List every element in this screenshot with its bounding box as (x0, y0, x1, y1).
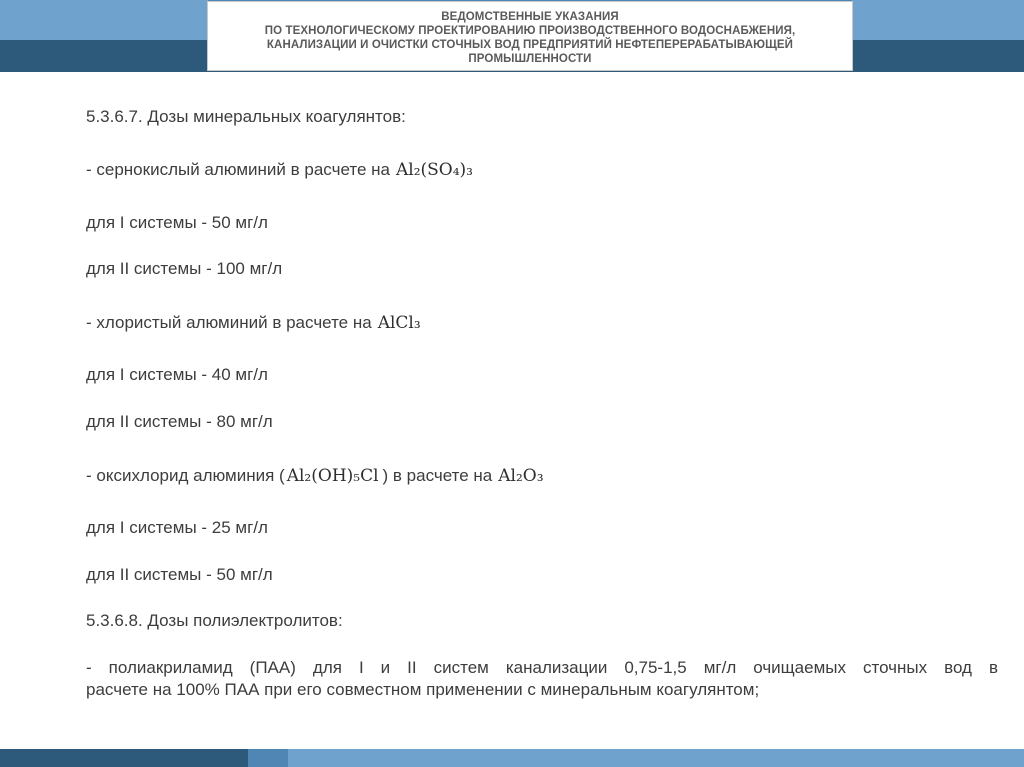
alum-oxychloride-line (86, 466, 544, 486)
section-heading-coagulants: 5.3.6.7. Дозы минеральных коагулянтов: (86, 107, 406, 126)
paa-line-1: - полиакриламид (ПАА) для I и II систем канализации 0,75-1,5 мг/л очищаемых сточных вод в (86, 658, 998, 677)
alum-oxychloride-text-after: ) в расчете на (382, 466, 493, 485)
alum-chloride-line (86, 313, 421, 333)
alum-sulfate-line (86, 160, 473, 180)
title-line-3: КАНАЛИЗАЦИИ И ОЧИСТКИ СТОЧНЫХ ВОД ПРЕДПРИЯТИЙ НЕФТЕПЕРЕРАБАТЫВАЮЩЕЙ (266, 39, 794, 51)
alum-oxychloride-formula: Al₂(OH)₅Cl (286, 466, 379, 486)
alum-chloride-text: - хлористый алюминий в расчете на (86, 313, 372, 332)
footer-band-mid (248, 749, 288, 767)
footer-band-light (288, 749, 1024, 767)
alum-oxychloride-sys2: для II системы - 50 мг/л (86, 565, 273, 584)
alum-oxychloride-sys1: для I системы - 25 мг/л (86, 518, 268, 537)
alum-chloride-sys2: для II системы - 80 мг/л (86, 412, 273, 431)
alum-chloride-formula: AlCl₃ (377, 313, 421, 333)
title-line-2: ПО ТЕХНОЛОГИЧЕСКОМУ ПРОЕКТИРОВАНИЮ ПРОИЗВОДСТВЕННОГО ВОДОСНАБЖЕНИЯ, (264, 25, 796, 37)
alumina-formula: Al₂O₃ (498, 466, 544, 486)
alum-sulfate-sys1: для I системы - 50 мг/л (86, 213, 268, 232)
paa-line-2: расчете на 100% ПАА при его совместном применении с минеральным коагулянтом; (86, 680, 760, 699)
alum-sulfate-formula: Al₂(SO₄)₃ (395, 160, 473, 180)
footer-band (0, 749, 1024, 767)
alum-chloride-sys1: для I системы - 40 мг/л (86, 365, 268, 384)
title-line-1: ВЕДОМСТВЕННЫЕ УКАЗАНИЯ (441, 11, 619, 23)
alum-sulfate-text: - сернокислый алюминий в расчете на (86, 160, 390, 179)
section-heading-polyelectrolytes: 5.3.6.8. Дозы полиэлектролитов: (86, 611, 343, 630)
title-line-4: ПРОМЫШЛЕННОСТИ (468, 53, 592, 65)
alum-sulfate-sys2: для II системы - 100 мг/л (86, 259, 283, 278)
paa-paragraph (86, 657, 998, 701)
alum-oxychloride-text-before: - оксихлорид алюминия ( (86, 466, 285, 485)
